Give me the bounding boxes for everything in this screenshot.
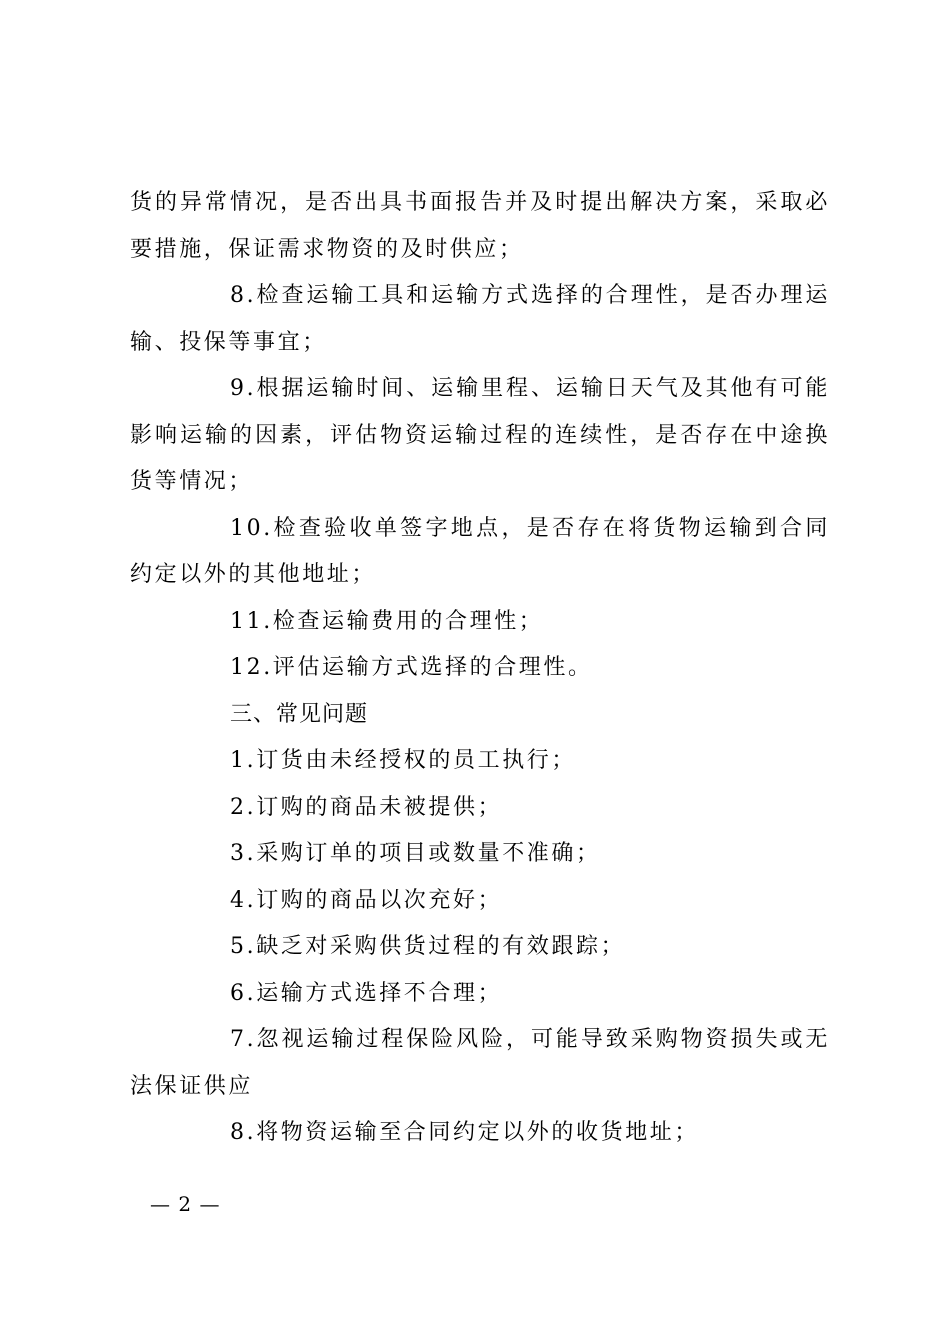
paragraph-continued: 货的异常情况，是否出具书面报告并及时提出解决方案，采取必要措施，保证需求物资的及时供应； bbox=[130, 190, 830, 262]
paragraph-item-10: 10.检查验收单签字地点，是否存在将货物运输到合同约定以外的其他地址； bbox=[130, 515, 830, 587]
problem-item-5: 5.缺乏对采购供货过程的有效跟踪； bbox=[230, 934, 626, 959]
problem-item-7: 7.忽视运输过程保险风险，可能导致采购物资损失或无法保证供应 bbox=[130, 1027, 830, 1099]
paragraph-item-12: 12.评估运输方式选择的合理性。 bbox=[230, 655, 593, 680]
problem-item-3: 3.采购订单的项目或数量不准确； bbox=[230, 841, 601, 866]
problem-item-1: 1.订货由未经授权的员工执行； bbox=[230, 748, 576, 773]
paragraph-item-9: 9.根据运输时间、运输里程、运输日天气及其他有可能影响运输的因素，评估物资运输过程的连续性，是否存在中途换货等情况； bbox=[130, 376, 830, 494]
problem-item-8: 8.将物资运输至合同约定以外的收货地址； bbox=[230, 1120, 699, 1145]
paragraph-item-11: 11.检查运输费用的合理性； bbox=[230, 608, 544, 634]
page-number: — 2 — bbox=[150, 1192, 221, 1216]
problem-item-4: 4.订购的商品以次充好； bbox=[230, 887, 503, 913]
document-body bbox=[130, 180, 830, 1157]
problem-item-2: 2.订购的商品未被提供； bbox=[230, 794, 503, 820]
section-heading: 三、常见问题 bbox=[230, 701, 369, 727]
problem-item-6: 6.运输方式选择不合理； bbox=[230, 980, 503, 1006]
paragraph-item-8: 8.检查运输工具和运输方式选择的合理性，是否办理运输、投保等事宜； bbox=[130, 283, 830, 355]
